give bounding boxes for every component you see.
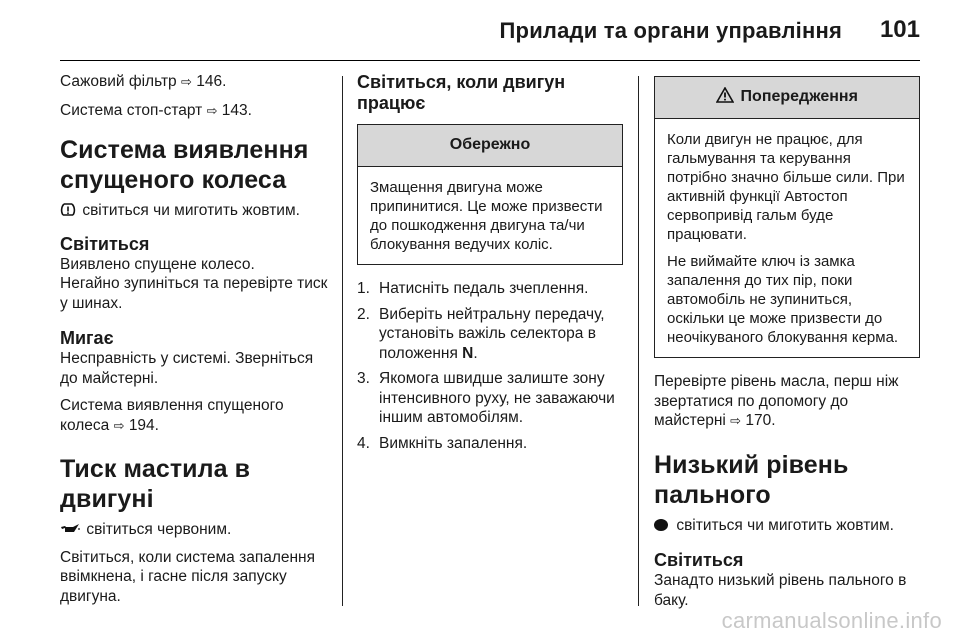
list-item: 2. Виберіть нейтральну передачу, установіть важіль селектора в положення N. (357, 305, 605, 362)
column-right (654, 72, 920, 610)
cross-reference-icon: ⇨ (206, 103, 218, 119)
list-item: 1. Натисніть педаль зчеплення. (357, 280, 589, 297)
header-rule (60, 60, 920, 61)
gear-label: N (462, 344, 474, 362)
page-number: 101 (879, 16, 920, 43)
oil-desc: Світиться, коли система запалення ввімкнена, і гасне після запуску двигуна. (60, 548, 316, 605)
caution-body: Змащення двигуна може припинитися. Це може призвести до пошкодження двигуна та/чи блокування ведучих коліс. (370, 179, 603, 253)
warning-title: Попередження (740, 88, 858, 105)
column-middle (357, 72, 623, 459)
warning-triangle-icon (716, 87, 734, 103)
list-item: 3. Якомога швидше залиште зону інтенсивного руху, не заважаючи іншим автомобілям. (357, 370, 615, 426)
blink-text: Несправність у системі. Зверніться до майстерні. (60, 350, 314, 387)
caution-title: Обережно (358, 125, 622, 167)
fuel-indicator-icon (654, 519, 668, 531)
stop-start-line: Система стоп-старт ⇨ 143. (60, 101, 252, 119)
oil-section-heading: Тиск мастила в двигуні (60, 455, 251, 513)
page-ref: 194. (128, 416, 159, 434)
watermark: carmanualsonline.info (721, 608, 942, 633)
warning-title-row (655, 77, 919, 119)
page-ref: 146. (196, 73, 227, 90)
tire-section-heading: Система виявлення спущеного колеса (60, 136, 309, 194)
fuel-lit-text: Занадто низький рівень пального в баку. (654, 572, 907, 609)
warning-para: Коли двигун не працює, для гальмування та керування потрібно значно більше сили. При активній функції Автостоп сервопривід гальм буде працювати. (667, 131, 905, 243)
steps-list (357, 279, 623, 453)
tire-pressure-icon (60, 202, 76, 218)
page-title: Прилади та органи управління (499, 18, 842, 43)
page-header (0, 0, 960, 62)
page-ref: 143. (221, 101, 252, 119)
blink-subheading: Мигає (60, 328, 114, 348)
column-divider (342, 76, 343, 606)
caution-box (357, 124, 623, 265)
oil-check-line: Перевірте рівень масла, перш ніж звертатися по допомогу до майстерні ⇨ 170. (654, 373, 899, 429)
cross-reference-icon: ⇨ (180, 75, 192, 90)
fuel-section-heading: Низький рівень пального (654, 450, 849, 509)
cross-reference-icon: ⇨ (730, 414, 742, 429)
oil-icon-line: світиться червоним. (60, 520, 332, 540)
blink-ref-line: Система виявлення спущеного колеса ⇨ 194. (60, 397, 284, 434)
warning-para: Не виймайте ключ із замка запалення до тих пір, поки автомобіль не зупиниться, оскільки це може призвести до неочікуваного блокування керма. (667, 253, 899, 346)
soot-filter-line: Сажовий фільтр ⇨ 146. (60, 73, 227, 90)
lit-subheading: Світиться (60, 233, 150, 254)
fuel-icon-line: світиться чи миготить жовтим. (654, 516, 920, 536)
lit-line: Негайно зупиніться та перевірте тиск у шинах. (60, 275, 328, 312)
lit-subheading: Світиться (654, 550, 744, 570)
tire-icon-line: світиться чи миготить жовтим. (60, 201, 332, 221)
list-item: 4. Вимкніть запалення. (357, 434, 528, 452)
page-ref: 170. (745, 412, 776, 429)
lit-line: Виявлено спущене колесо. (60, 255, 255, 273)
column-left (60, 72, 332, 606)
warning-box (654, 76, 920, 358)
engine-running-heading: Світиться, коли двигун працює (357, 72, 566, 113)
column-divider (638, 76, 639, 606)
oil-can-icon (60, 523, 80, 535)
cross-reference-icon: ⇨ (113, 418, 125, 434)
